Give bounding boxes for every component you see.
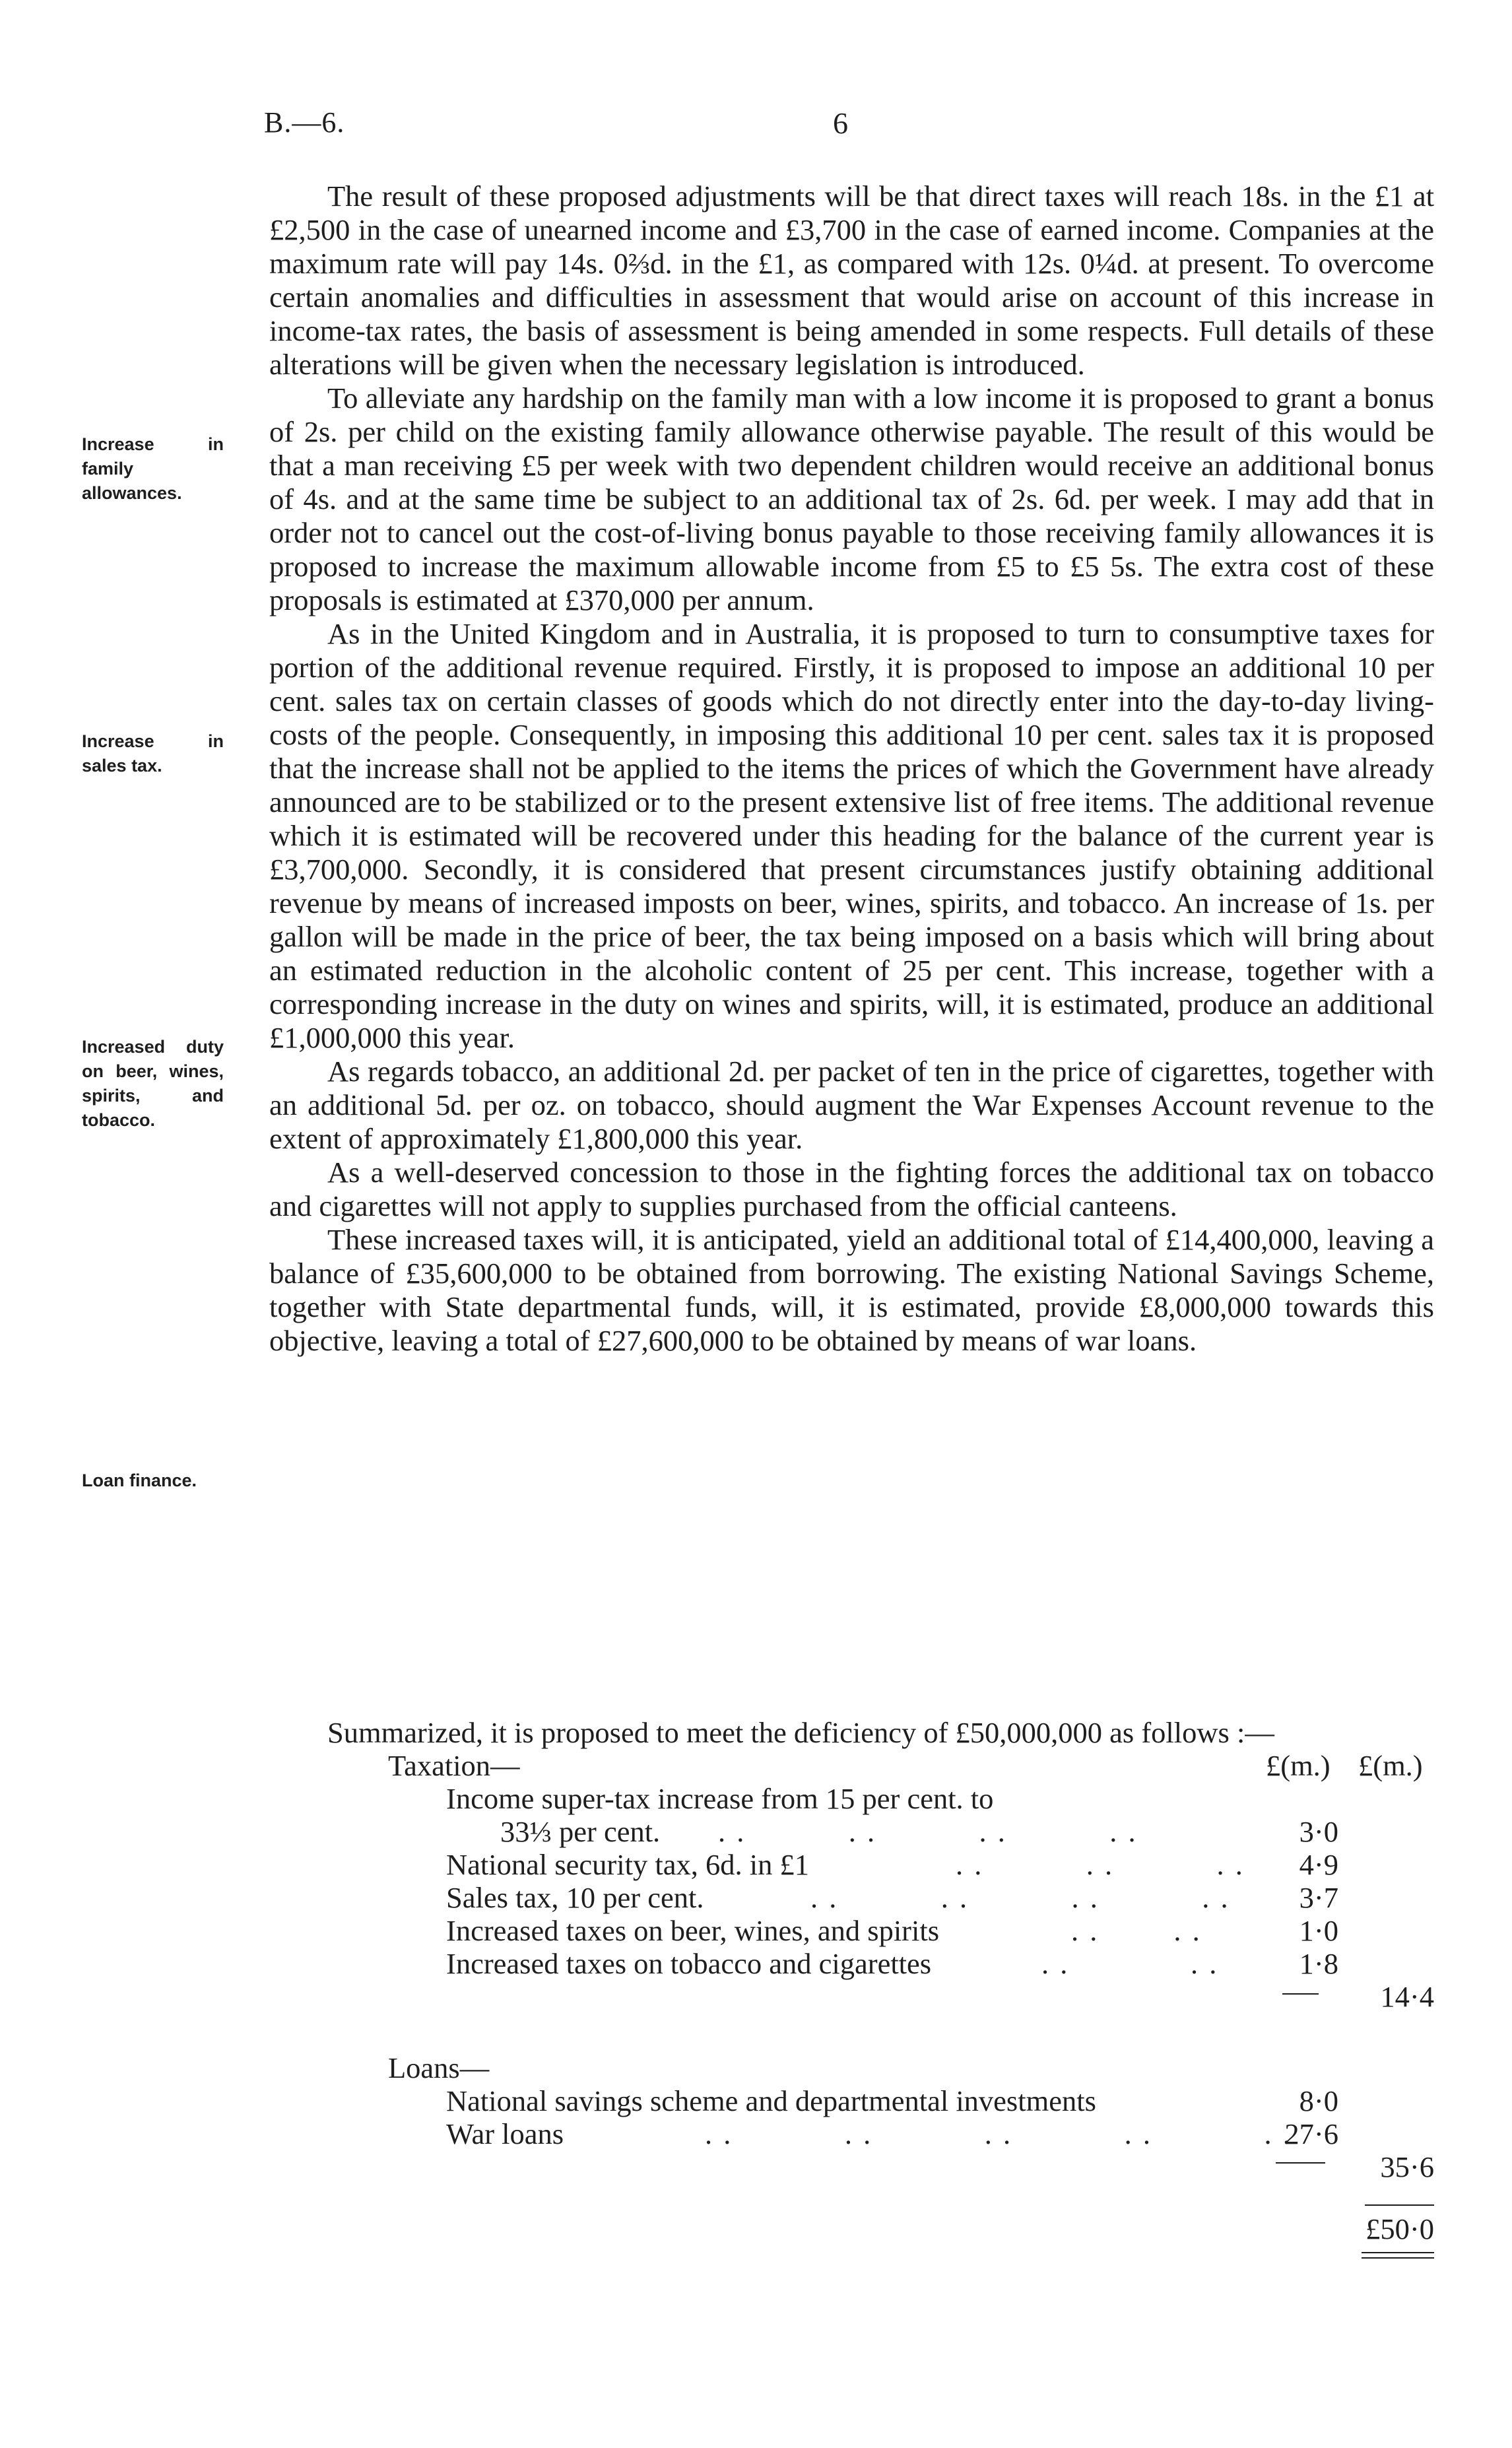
- summary-item-value: 3·0: [1299, 1815, 1338, 1848]
- loans-total: 35·6: [1380, 2150, 1434, 2183]
- summary-item-row: [269, 2117, 1437, 2151]
- page-number: 6: [833, 106, 848, 140]
- summary-table: [269, 1716, 1437, 2363]
- summary-intro-row: [269, 1716, 1437, 1750]
- summary-item-label: 33⅓ per cent.: [500, 1815, 661, 1848]
- dot-leader: . . . . . . . .: [810, 1881, 1230, 1914]
- double-rule-bottom: [1362, 2257, 1434, 2259]
- total-rule: [1365, 2204, 1434, 2206]
- summary-item-value: 8·0: [1299, 2084, 1338, 2117]
- paragraph-tobacco: As regards tobacco, an additional 2d. per packet of ten in the price of cigarettes, together with an additional 5d. per oz. on tobacco, should augment the War Expenses Account revenue to the extent of approximately £1,800,000 this year.: [269, 1055, 1434, 1155]
- summary-item-value: 27·6: [1284, 2117, 1338, 2150]
- taxation-heading: Taxation—: [388, 1749, 520, 1782]
- paragraph-family-allowances: To alleviate any hardship on the family man with a low income it is proposed to grant a bonus of 2s. per child on the existing family allowance otherwise payable. The result of this would be that a man receiving £5 per week with two dependent children would receive an additional bonus of 4s. and at the same time be subject to an additional tax of 2s. 6d. per week. I may add that in order not to cancel out the cost-of-living bonus payable to those receiving family allowances it is proposed to increase the maximum allowable income from £5 to £5 5s. The extra cost of these proposals is estimated at £370,000 per annum.: [269, 381, 1434, 616]
- summary-item-label: Increased taxes on beer, wines, and spirits: [446, 1914, 940, 1947]
- page-header: [0, 106, 1512, 145]
- summary-item-label: Sales tax, 10 per cent.: [446, 1881, 704, 1914]
- summary-item-label: Income super-tax increase from 15 per cent. to: [446, 1782, 994, 1815]
- summary-item-value: 1·8: [1299, 1947, 1338, 1980]
- grand-total: £50·0: [1365, 2212, 1434, 2245]
- margin-note-family-allowances: Increase in family allowances.: [82, 434, 224, 503]
- summary-item-row: [269, 1914, 1437, 1948]
- summary-item-row: [269, 1815, 1437, 1849]
- dot-leader: . . . . . . . . . .: [705, 2117, 1292, 2150]
- summary-item-row: [269, 1848, 1437, 1882]
- summary-item-row: [269, 1881, 1437, 1915]
- summary-item-row: [269, 1947, 1437, 1981]
- summary-grand-total-row: [269, 2212, 1437, 2246]
- paragraph-loan-finance: These increased taxes will, it is anticipated, yield an additional total of £14,400,000, leaving a balance of £35,600,000 to be obtained from borrowing. The existing National Savings Scheme, together with State departmental funds, will, it is estimated, provide £8,000,000 towards this objective, leaving a total of £27,600,000 to be obtained by means of war loans.: [269, 1223, 1434, 1357]
- paragraph-sales-tax: As in the United Kingdom and in Australia, it is proposed to turn to consumptive taxes for portion of the additional revenue required. Firstly, it is proposed to impose an additional 10 per cent. sales tax on certain classes of goods which do not directly enter into the day-to-day living-costs of the people. Consequently, in imposing this additional 10 per cent. sales tax it is proposed that the increase shall not be applied to the items the prices of which the Government have already announced are to be stabilized or to the present extensive list of free items. The additional revenue which it is estimated will be recovered under this heading for the balance of the current year is £3,700,000. Secondly, it is considered that present circumstances justify obtaining additional revenue by means of increased imposts on beer, wines, spirits, and tobacco. An increase of 1s. per gallon will be made in the price of beer, the tax being imposed on a basis which will bring about an estimated reduction in the alcoholic content of 25 per cent. This increase, together with a corresponding increase in the duty on wines and spirits, will, it is estimated, produce an additional £1,000,000 this year.: [269, 617, 1434, 1054]
- dot-leader: . . . . . .: [956, 1848, 1245, 1881]
- margin-note-beer-tobacco-duty: Increased duty on beer, wines, spirits, and tobacco.: [82, 1037, 224, 1130]
- summary-item-value: 4·9: [1299, 1848, 1338, 1881]
- document-reference: B.—6.: [264, 106, 345, 139]
- summary-item-value: 1·0: [1299, 1914, 1338, 1947]
- summary-subtotal-row: [269, 1980, 1437, 2014]
- margin-note-loan-finance: Loan finance.: [82, 1471, 197, 1490]
- summary-intro: Summarized, it is proposed to meet the deficiency of £50,000,000 as follows :—: [327, 1716, 1274, 1749]
- summary-item-row: [269, 2084, 1437, 2118]
- main-text: [269, 180, 1434, 1358]
- column-header-items: £(m.): [1266, 1749, 1331, 1782]
- summary-item-label: National savings scheme and departmental investments: [446, 2084, 1096, 2117]
- summary-item-label: War loans: [446, 2117, 564, 2150]
- paragraph-tax-adjustments: The result of these proposed adjustments will be that direct taxes will reach 18s. in the £1 at £2,500 in the case of unearned income and £3,700 in the case of earned income. Companies at the maximum rate will pay 14s. 0⅔d. in the £1, as compared with 12s. 0¼d. at present. To overcome certain anomalies and difficulties in assessment that would arise on account of this increase in income-tax rates, the basis of assessment is being amended in some respects. Full details of these alterations will be given when the necessary legislation is introduced.: [269, 180, 1434, 381]
- summary-heading-row: [269, 2051, 1437, 2085]
- dot-leader: . . . .: [1071, 1914, 1202, 1947]
- summary-item-label: Increased taxes on tobacco and cigarettes: [446, 1947, 932, 1980]
- margin-note-sales-tax: Increase in sales tax.: [82, 731, 224, 776]
- column-header-totals: £(m.): [1358, 1749, 1423, 1782]
- dot-leader: . . . .: [1041, 1947, 1219, 1980]
- summary-item-row: [269, 1782, 1437, 1816]
- double-rule-top: [1362, 2252, 1434, 2253]
- loans-heading: Loans—: [388, 2051, 490, 2084]
- summary-item-value: 3·7: [1299, 1881, 1338, 1914]
- summary-item-label: National security tax, 6d. in £1: [446, 1848, 809, 1881]
- taxation-total: 14·4: [1380, 1980, 1434, 2013]
- summary-subtotal-row: [269, 2150, 1437, 2184]
- dot-leader: . . . . . . . .: [718, 1815, 1138, 1848]
- paragraph-canteens: As a well-deserved concession to those in the fighting forces the additional tax on tobacco and cigarettes will not apply to supplies purchased from the official canteens.: [269, 1156, 1434, 1222]
- summary-heading-row: [269, 1749, 1437, 1783]
